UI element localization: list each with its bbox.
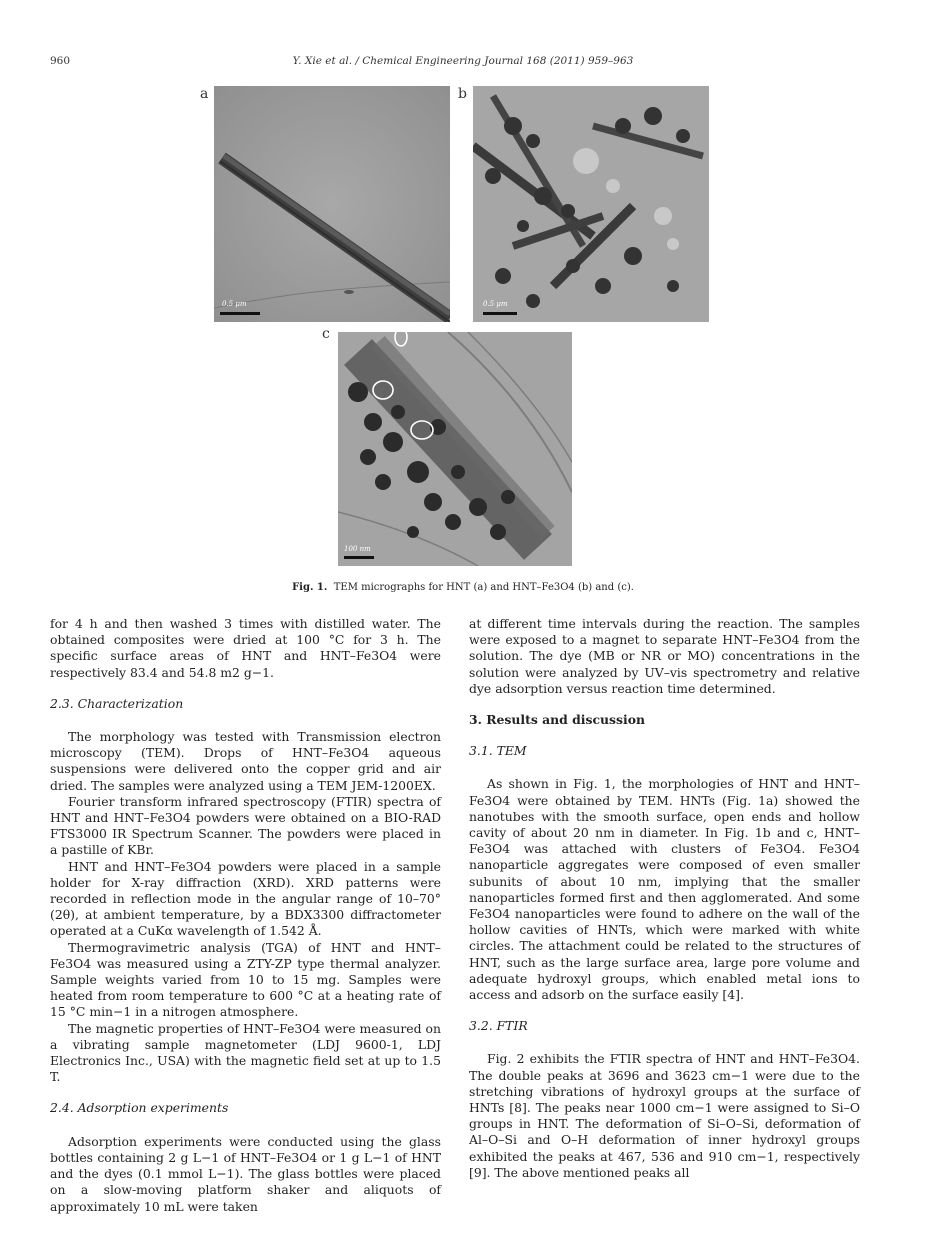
paragraph: The magnetic properties of HNT–Fe3O4 were measured on a vibrating sample magnetometer (LDJ 9600-1, LDJ Electronics Inc., USA) with the magnetic field set at up to 1.5 T. (50, 1020, 441, 1085)
panel-b-letter: b (458, 86, 467, 102)
paragraph: for 4 h and then washed 3 times with distilled water. The obtained composites were dried at 100 °C for 3 h. The specific surface areas of HNT and HNT–Fe3O4 were respectively 83.4 and 54.8 m2 g−1. (50, 616, 441, 680)
paragraph: The morphology was tested with Transmission electron microscopy (TEM). Drops of HNT–Fe3O4 aqueous suspensions were delivered onto the copper grid and air dried. The samples were analyzed using a TEM JEM-1200EX. (50, 729, 441, 793)
section-heading: 2.3. Characterization (50, 695, 184, 711)
scale-label-b: 0.5 μm (483, 300, 508, 308)
tem-image-b (473, 86, 709, 322)
tem-image-c (338, 332, 572, 566)
scale-label-a: 0.5 μm (222, 300, 247, 308)
section-heading: 3. Results and discussion (469, 712, 645, 728)
paragraph: As shown in Fig. 1, the morphologies of HNT and HNT–Fe3O4 were obtained by TEM. HNTs (Fig. 1a) showed the nanotubes with the smooth surface, open ends and hollow cavity of about 20 nm in diameter. In Fig. 1b and c, HNT–Fe3O4 was attached with clusters of Fe3O4. Fe3O4 nanoparticle aggregates were composed of even smaller subunits of about 10 nm, implying that the smaller nanoparticles formed first and then agglomerated. And some Fe3O4 nanoparticles were found to adhere on the wall of the hollow cavities of HNTs, which were marked with white circles. The attachment could be related to the structures of HNT, such as the large surface area, large pore volume and adequate hydroxyl groups, which enabled metal ions to access and adsorb on the surface easily [4]. (469, 776, 860, 1003)
tem-image-a (214, 86, 450, 322)
paragraph: Adsorption experiments were conducted using the glass bottles containing 2 g L−1 of HNT–Fe3O4 or 1 g L−1 of HNT and the dyes (0.1 mmol L−1). The glass bottles were placed on a slow-moving platform shaker and aliquots of approximately 10 mL were taken (50, 1133, 441, 1214)
journal-header: Y. Xie et al. / Chemical Engineering Journal 168 (2011) 959–963 (292, 55, 634, 67)
paragraph: HNT and HNT–Fe3O4 powders were placed in a sample holder for X-ray diffraction (XRD). XRD patterns were recorded in reflection mode in the angular range of 10–70° (2θ), at ambient temperature, by a BDX3300 diffractometer operated at a CuKα wavelength of 1.542 Å. (50, 858, 441, 939)
section-heading: 2.4. Adsorption experiments (50, 1100, 229, 1116)
page-number: 960 (50, 55, 71, 67)
paragraph: Thermogravimetric analysis (TGA) of HNT and HNT–Fe3O4 was measured using a ZTY-ZP type thermal analyzer. Sample weights varied from 10 to 15 mg. Samples were heated from room temperature to 600 °C at a heating rate of 15 °C min−1 in a nitrogen atmosphere. (50, 939, 441, 1020)
paragraph: at different time intervals during the reaction. The samples were exposed to a magnet to separate HNT–Fe3O4 from the solution. The dye (MB or NR or MO) concentrations in the solution were analyzed by UV–vis spectrometry and relative dye adsorption versus reaction time determined. (469, 616, 860, 696)
right-column (469, 616, 860, 1181)
caption-label: Fig. 1. (292, 582, 328, 593)
section-heading: 3.1. TEM (469, 743, 527, 759)
scale-label-c: 100 nm (344, 545, 371, 553)
panel-c-letter: c (322, 326, 330, 342)
left-column (50, 616, 441, 1215)
caption-text: TEM micrographs for HNT (a) and HNT–Fe3O4 (b) and (c). (333, 582, 634, 593)
paragraph: Fourier transform infrared spectroscopy (FTIR) spectra of HNT and HNT–Fe3O4 powders were obtained on a BIO-RAD FTS3000 IR Spectrum Scanner. The powders were placed in a pastille of KBr. (50, 793, 441, 858)
figure-caption (0, 582, 926, 593)
paragraph: Fig. 2 exhibits the FTIR spectra of HNT and HNT–Fe3O4. The double peaks at 3696 and 3623 cm−1 were due to the stretching vibrations of hydroxyl groups at the surface of HNTs [8]. The peaks near 1000 cm−1 were assigned to Si–O groups in HNT. The deformation of Si–O–Si, deformation of Al–O–Si and O–H deformation of inner hydroxyl groups exhibited the peaks at 467, 536 and 910 cm−1, respectively [9]. The above mentioned peaks all (469, 1051, 860, 1180)
panel-a-letter: a (200, 86, 209, 102)
section-heading: 3.2. FTIR (469, 1018, 528, 1034)
